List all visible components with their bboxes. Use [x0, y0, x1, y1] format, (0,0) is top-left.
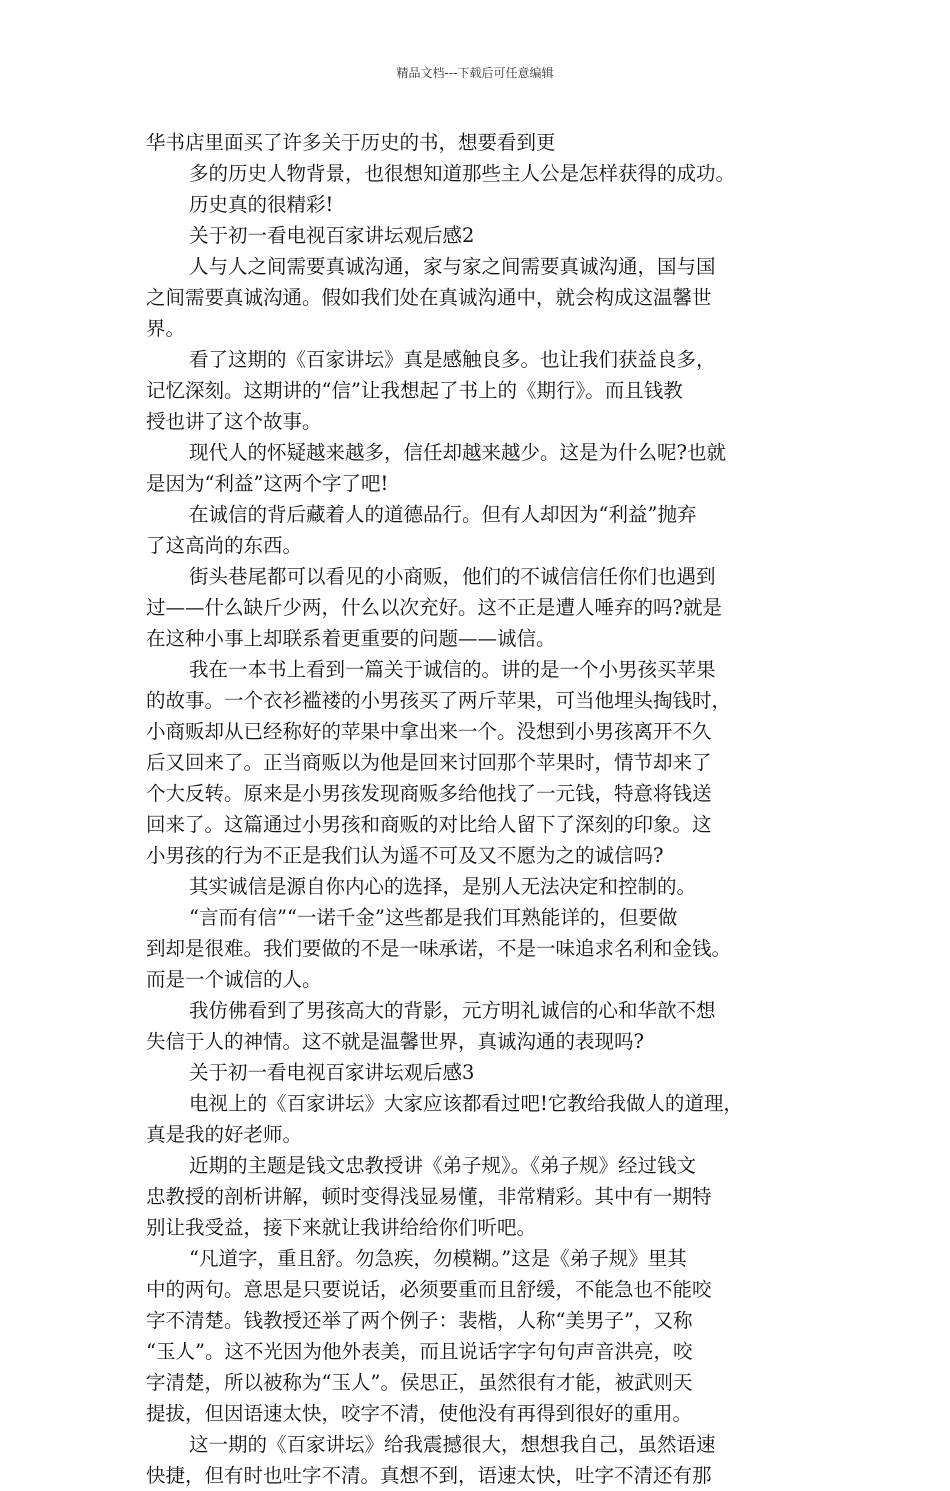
text-line: 回来了。这篇通过小男孩和商贩的对比给人留下了深刻的印象。这 — [146, 813, 712, 836]
text-line: 授也讲了这个故事。 — [146, 410, 322, 433]
text-line: 字不清楚。钱教授还举了两个例子：裴楷，人称“美男子”，又称 — [146, 1309, 693, 1332]
text-line: 小男孩的行为不正是我们认为遥不可及又不愿为之的诚信吗? — [146, 844, 664, 867]
text-line: 之间需要真诚沟通。假如我们处在真诚沟通中，就会构成这温馨世 — [146, 286, 712, 309]
text-line: “言而有信”“一诺千金”这些都是我们耳熟能详的，但要做 — [189, 906, 678, 929]
text-line: 关于初一看电视百家讲坛观后感2 — [189, 224, 475, 247]
text-line: 看了这期的《百家讲坛》真是感触良多。也让我们获益良多， — [189, 348, 716, 371]
text-line: 真是我的好老师。 — [146, 1123, 303, 1146]
document-body — [146, 127, 822, 1491]
text-line: 记忆深刻。这期讲的“信”让我想起了书上的《期行》。而且钱教 — [146, 379, 683, 402]
text-line: 近期的主题是钱文忠教授讲《弟子规》。《弟子规》经过钱文 — [189, 1154, 697, 1177]
text-line: 快捷，但有时也吐字不清。真想不到，语速太快，吐字不清还有那 — [146, 1464, 712, 1487]
text-line: 街头巷尾都可以看见的小商贩，他们的不诚信信任你们也遇到 — [189, 565, 716, 588]
text-line: 别让我受益，接下来就让我讲给给你们听吧。 — [146, 1216, 537, 1239]
text-line: 到却是很难。我们要做的不是一味承诺，不是一味追求名利和金钱。 — [146, 937, 732, 960]
text-line: 字清楚，所以被称为“玉人”。侯思正，虽然很有才能，被武则天 — [146, 1371, 693, 1394]
text-line: 小商贩却从已经称好的苹果中拿出来一个。没想到小男孩离开不久 — [146, 720, 712, 743]
text-line: 中的两句。意思是只要说话，必须要重而且舒缓，不能急也不能咬 — [146, 1278, 712, 1301]
text-line: 我仿佛看到了男孩高大的背影，元方明礼诚信的心和华歆不想 — [189, 999, 716, 1022]
text-line: “玉人”。这不光因为他外表美，而且说话字字句句声音洪亮，咬 — [146, 1340, 693, 1363]
text-line: 的故事。一个衣衫褴褛的小男孩买了两斤苹果，可当他埋头掏钱时， — [146, 689, 732, 712]
text-line: 是因为“利益”这两个字了吧! — [146, 472, 389, 495]
text-line: 现代人的怀疑越来越多，信任却越来越少。这是为什么呢?也就 — [189, 441, 726, 464]
text-line: 忠教授的剖析讲解，顿时变得浅显易懂，非常精彩。其中有一期特 — [146, 1185, 712, 1208]
text-line: “凡道字，重且舒。勿急疾，勿模糊。”这是《弟子规》里其 — [189, 1247, 687, 1270]
text-line: 这一期的《百家讲坛》给我震撼很大，想想我自己，虽然语速 — [189, 1433, 716, 1456]
text-line: 了这高尚的东西。 — [146, 534, 303, 557]
text-line: 在这种小事上却联系着更重要的问题——诚信。 — [146, 627, 556, 650]
text-line: 个大反转。原来是小男孩发现商贩多给他找了一元钱，特意将钱送 — [146, 782, 712, 805]
text-line: 其实诚信是源自你内心的选择，是别人无法决定和控制的。 — [189, 875, 697, 898]
page-header: 精品文档---下载后可任意编辑 — [396, 66, 554, 80]
text-line: 人与人之间需要真诚沟通，家与家之间需要真诚沟通，国与国 — [189, 255, 716, 278]
text-line: 我在一本书上看到一篇关于诚信的。讲的是一个小男孩买苹果 — [189, 658, 716, 681]
text-line: 后又回来了。正当商贩以为他是回来讨回那个苹果时，情节却来了 — [146, 751, 712, 774]
text-line: 界。 — [146, 317, 186, 340]
text-line: 电视上的《百家讲坛》大家应该都看过吧!它教给我做人的道理， — [189, 1092, 743, 1115]
text-line: 历史真的很精彩! — [189, 193, 334, 216]
text-line: 在诚信的背后藏着人的道德品行。但有人却因为“利益”抛弃 — [189, 503, 697, 526]
text-line: 过——什么缺斤少两，什么以次充好。这不正是遭人唾弃的吗?就是 — [146, 596, 722, 619]
text-line: 而是一个诚信的人。 — [146, 968, 322, 991]
text-line: 提拔，但因语速太快，咬字不清，使他没有再得到很好的重用。 — [146, 1402, 693, 1425]
text-line: 关于初一看电视百家讲坛观后感3 — [189, 1061, 475, 1084]
text-line: 多的历史人物背景，也很想知道那些主人公是怎样获得的成功。 — [189, 162, 736, 185]
text-line: 失信于人的神情。这不就是温馨世界，真诚沟通的表现吗? — [146, 1030, 644, 1053]
text-line: 华书店里面买了许多关于历史的书，想要看到更 — [146, 131, 556, 154]
